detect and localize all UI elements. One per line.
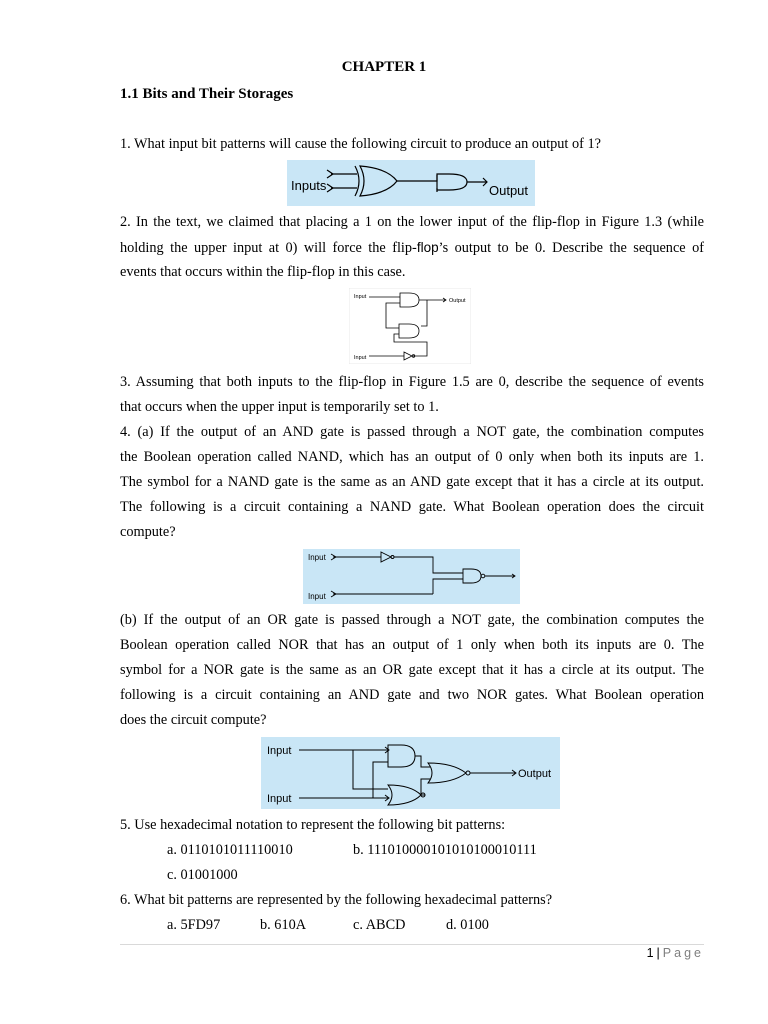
- question-6-option-b: b. 610A: [260, 917, 307, 933]
- question-5: 5. Use hexadecimal notation to represent the following bit patterns:: [120, 817, 506, 833]
- question-4b-line-2: Boolean operation called NOR that has an output of 1 only when both its inputs are 0. The: [120, 637, 704, 653]
- question-6-option-c: c. ABCD: [353, 917, 406, 933]
- question-4a-line-5: compute?: [120, 524, 176, 540]
- fig4-input-bottom: Input: [267, 793, 292, 805]
- question-1: 1. What input bit patterns will cause the following circuit to produce an output of 1?: [120, 136, 601, 152]
- fig3-input-top: Input: [308, 553, 326, 562]
- question-5-option-c: c. 01001000: [167, 867, 238, 883]
- question-4b-line-3: symbol for a NOR gate is the same as an OR gate except that it has a circle at its output. The: [120, 662, 704, 678]
- figure-and-nor-circuit: [261, 737, 560, 809]
- question-3-line-1: 3. Assuming that both inputs to the flip-flop in Figure 1.5 are 0, describe the sequence of events: [120, 374, 704, 390]
- question-6-option-d: d. 0100: [446, 917, 489, 933]
- page-word: Page: [662, 946, 704, 960]
- figure-nand-circuit: [303, 549, 520, 604]
- question-4a-line-1: 4. (a) If the output of an AND gate is passed through a NOT gate, the combination computes: [120, 424, 704, 440]
- footer-divider: [120, 944, 704, 945]
- fig4-output-label: Output: [518, 768, 552, 780]
- section-title: 1.1 Bits and Their Storages: [120, 86, 294, 102]
- fig2-output-label: Output: [449, 298, 466, 304]
- question-6: 6. What bit patterns are represented by the following hexadecimal patterns?: [120, 892, 553, 908]
- question-2-line-1: 2. In the text, we claimed that placing a 1 on the lower input of the flip-flop in Figure 1.3 (while: [120, 214, 704, 230]
- fig3-input-bottom: Input: [308, 592, 326, 601]
- figure-xor-and-circuit: [287, 160, 535, 206]
- fig2-input-bottom: Input: [354, 355, 367, 361]
- page-footer: [647, 946, 704, 960]
- question-3-line-2: that occurs when the upper input is temporarily set to 1.: [120, 399, 439, 415]
- question-4a-line-2: the Boolean operation called NAND, which has an output of 0 only when both its inputs are 1.: [120, 449, 704, 465]
- question-4b-line-1: (b) If the output of an OR gate is passed through a NOT gate, the combination computes the: [120, 612, 704, 628]
- fig2-input-top: Input: [354, 294, 367, 300]
- question-2-line-3: events that occurs within the flip-flop in this case.: [120, 264, 406, 280]
- fig1-input-label: Inputs: [291, 178, 327, 193]
- question-6-option-a: a. 5FD97: [167, 917, 221, 933]
- fig1-output-label: Output: [489, 183, 529, 198]
- question-5-option-a: a. 0110101011110010: [167, 842, 293, 858]
- question-4b-line-4: following is a circuit containing an AND gate and two NOR gates. What Boolean operation: [120, 687, 704, 703]
- fig4-input-top: Input: [267, 745, 292, 757]
- page-number: 1: [646, 946, 654, 960]
- question-5-option-b: b. 111010000101010100010111: [353, 842, 537, 858]
- question-4b-line-5: does the circuit compute?: [120, 712, 267, 728]
- question-4a-line-4: The following is a circuit containing a NAND gate. What Boolean operation does the circuit: [120, 499, 704, 515]
- chapter-title: CHAPTER 1: [341, 59, 427, 75]
- question-2-line-2: holding the upper input at 0) will force the flip-flop’s output to be 0. Describe the sequence of: [120, 240, 704, 256]
- question-4a-line-3: The symbol for a NAND gate is the same as an AND gate except that it has a circle at its output.: [120, 474, 704, 490]
- figure-flip-flop-circuit: [349, 288, 471, 364]
- footer-separator: |: [656, 946, 660, 960]
